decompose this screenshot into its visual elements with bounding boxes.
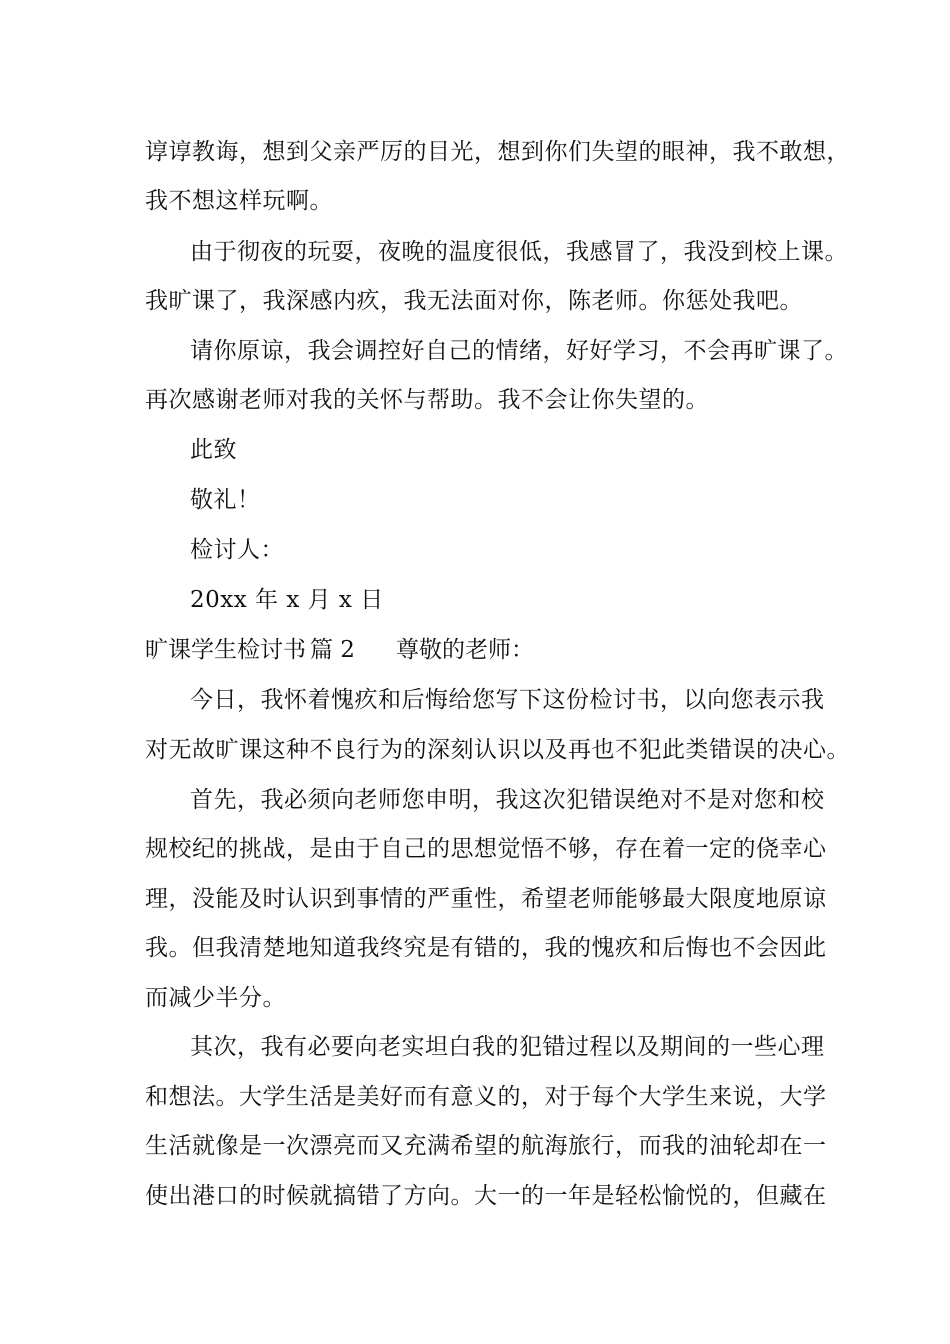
text-line: 今日，我怀着愧疚和后悔给您写下这份检讨书，以向您表示我 (190, 687, 825, 713)
closing-cizhi: 此致 (190, 437, 237, 463)
text-line: 再次感谢老师对我的关怀与帮助。我不会让你失望的。 (145, 387, 709, 413)
text-line: 由于彻夜的玩耍，夜晚的温度很低，我感冒了，我没到校上课。 (190, 239, 848, 265)
text-line: 我旷课了，我深感内疚，我无法面对你，陈老师。你惩处我吧。 (145, 288, 803, 314)
text-line: 其次，我有必要向老实坦白我的犯错过程以及期间的一些心理 (190, 1034, 825, 1060)
text-line: 对无故旷课这种不良行为的深刻认识以及再也不犯此类错误的决心。 (145, 737, 850, 763)
text-line: 和想法。大学生活是美好而有意义的，对于每个大学生来说，大学 (145, 1084, 827, 1110)
text-line: 首先，我必须向老师您申明，我这次犯错误绝对不是对您和校 (190, 787, 825, 813)
text-line: 使出港口的时候就搞错了方向。大一的一年是轻松愉悦的，但藏在 (145, 1183, 827, 1209)
text-line: 理，没能及时认识到事情的严重性，希望老师能够最大限度地原谅 (145, 886, 827, 912)
section-part-label: 篇 2 (310, 637, 355, 663)
closing-jingli: 敬礼！ (190, 487, 261, 513)
text-line: 我。但我清楚地知道我终究是有错的，我的愧疚和后悔也不会因此 (145, 935, 827, 961)
date-line: 20xx 年 x 月 x 日 (190, 587, 384, 613)
section-heading (0, 635, 950, 665)
text-line: 我不想这样玩啊。 (145, 188, 333, 214)
text-line: 谆谆教诲，想到父亲严厉的目光，想到你们失望的眼神，我不敢想， (145, 139, 850, 165)
text-line: 生活就像是一次漂亮而又充满希望的航海旅行，而我的油轮却在一 (145, 1133, 827, 1159)
text-line: 请你原谅，我会调控好自己的情绪，好好学习，不会再旷课了。 (190, 338, 848, 364)
salutation: 尊敬的老师： (396, 637, 534, 663)
text-line: 而减少半分。 (145, 985, 286, 1011)
signer-label: 检讨人： (190, 537, 284, 563)
section-title: 旷课学生检讨书 (145, 637, 306, 663)
text-line: 规校纪的挑战，是由于自己的思想觉悟不够，存在着一定的侥幸心 (145, 836, 827, 862)
